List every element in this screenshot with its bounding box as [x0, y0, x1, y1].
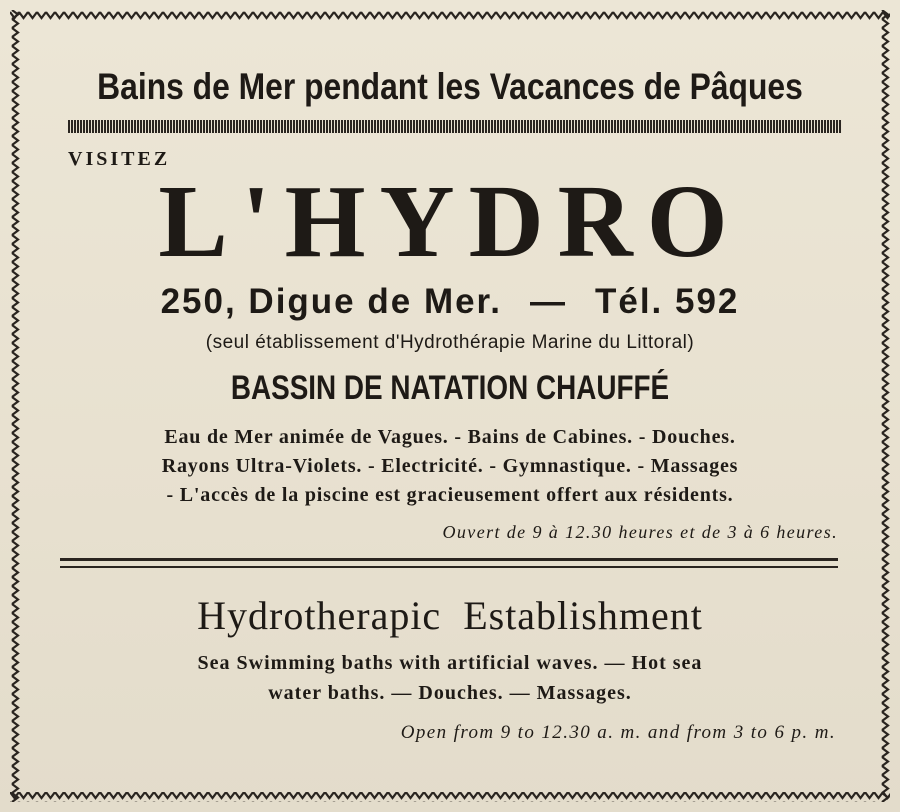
services-fr-line: Rayons Ultra-Violets. - Electricité. - Gymnastique. - Massages [161, 455, 739, 477]
opening-hours-en: Open from 9 to 12.30 a. m. and from 3 to 6 p. m. [400, 722, 836, 743]
address-dash: — [529, 282, 567, 321]
phone-number: Tél. 592 [594, 282, 740, 321]
hatched-rule [68, 120, 842, 133]
headline: Bains de Mer pendant les Vacances de Pâques [97, 66, 803, 107]
services-en-line: water baths. — Douches. — Massages. [268, 682, 632, 704]
services-fr-line: Eau de Mer animée de Vagues. - Bains de Cabines. - Douches. [164, 426, 736, 448]
opening-hours-fr: Ouvert de 9 à 12.30 heures et de 3 à 6 heures. [442, 522, 838, 542]
services-en-line: Sea Swimming baths with artificial waves. — Hot sea [197, 652, 703, 674]
pool-heading: BASSIN DE NATATION CHAUFFÉ [230, 369, 670, 407]
address-line [22, 282, 878, 322]
establishment-note: (seul établissement d'Hydrothérapie Marine du Littoral) [205, 332, 695, 353]
street-address: 250, Digue de Mer. [160, 282, 502, 321]
ad-content [22, 22, 878, 790]
brand-name: L'HYDRO [158, 164, 742, 279]
divider-rule [60, 566, 838, 568]
english-title: Hydrotherapic Establishment [197, 593, 703, 638]
services-fr-line: - L'accès de la piscine est gracieusement offert aux résidents. [166, 484, 734, 506]
visitez-label: VISITEZ [68, 148, 171, 170]
divider-rule [60, 558, 838, 561]
